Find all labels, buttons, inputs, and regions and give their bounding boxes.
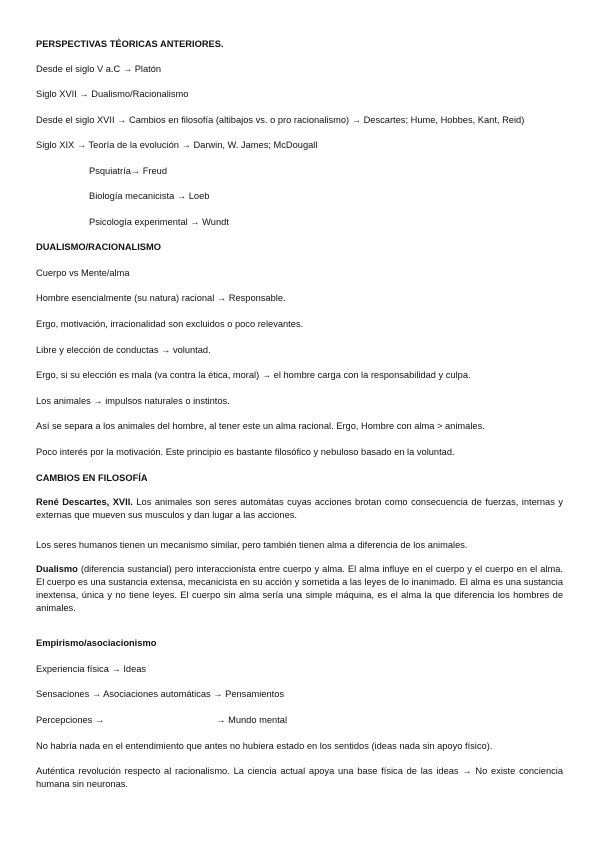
paragraph-entendimiento: No habría nada en el entendimiento que antes no hubiera estado en los sentidos (ideas nada sin apoyo físico). [36, 741, 493, 751]
percepciones-right: → Mundo mental [216, 715, 288, 725]
dualismo-line-1: Cuerpo vs Mente/alma [36, 268, 130, 278]
dualismo-line-8: Poco interés por la motivación. Este principio es bastante filosófico y nebuloso basado en la voluntad. [36, 447, 455, 457]
dualismo-line-2: Hombre esencialmente (su natura) racional → Responsable. [36, 293, 286, 303]
empirismo-line-3 [36, 714, 563, 727]
heading-empirismo: Empirismo/asociacionismo [36, 638, 157, 648]
descartes-name: René Descartes, XVII. [36, 497, 133, 507]
empirismo-line-2: Sensaciones → Asociaciones automáticas → Pensamientos [36, 689, 285, 699]
heading-cambios-filosofia: CAMBIOS EN FILOSOFÍA [36, 473, 148, 483]
subitem-biologia: Biología mecanicista → Loeb [89, 191, 210, 201]
empirismo-line-1: Experiencia física → Ideas [36, 664, 147, 674]
dualismo-line-6: Los animales → impulsos naturales o instintos. [36, 396, 230, 406]
heading-dualismo: DUALISMO/RACIONALISMO [36, 242, 161, 252]
line-siglo-v: Desde el siglo V a.C → Platón [36, 64, 162, 74]
paragraph-dualismo [36, 563, 563, 615]
dualismo-line-5: Ergo, si su elección es mala (va contra la ética, moral) → el hombre carga con la responsabilidad y culpa. [36, 370, 471, 380]
descartes-text: Los animales son seres automátas cuyas acciones brotan como consecuencia de fuerzas, internas y externas que mueven sus musculos y dan lugar a las acciones. [36, 497, 563, 520]
heading-perspectivas: PERSPECTIVAS TÉORICAS ANTERIORES. [36, 39, 224, 49]
line-siglo-xix: Siglo XIX → Teoría de la evolución → Darwin, W. James; McDougall [36, 140, 318, 150]
dualismo-line-4: Libre y elección de conductas → voluntad. [36, 345, 211, 355]
paragraph-humanos: Los seres humanos tienen un mecanismo similar, pero también tienen alma a diferencia de los animales. [36, 540, 468, 550]
dualismo-line-3: Ergo, motivación, irracionalidad son excluidos o poco relevantes. [36, 319, 304, 329]
dualismo-definition: (diferencia sustancial) pero interaccionista entre cuerpo y alma. El alma influye en el cuerpo y el cuerpo en el alma. El cuerpo es una sustancia extensa, mecanicista en su acción y sometida a las leyes de lo inanimado. El alma es una sustancia inextensa, única y no tiene leyes. El cuerpo sin alma sería una simple máquina, es el alma la que diferencia los hombres de animales. [36, 564, 563, 613]
dualismo-term: Dualismo [36, 564, 78, 574]
line-desde-siglo-xvii: Desde el siglo XVII → Cambios en filosofía (altibajos vs. o pro racionalismo) → Descartes; Hume, Hobbes, Kant, Reid) [36, 115, 525, 125]
percepciones-left: Percepciones → [36, 715, 105, 725]
dualismo-line-7: Así se separa a los animales del hombre, al tener este un alma racional. Ergo, Hombre con alma > animales. [36, 421, 485, 431]
subitem-psicologia: Psicología experimental → Wundt [89, 217, 229, 227]
subitem-psiquiatria: Psquiatría→ Freud [89, 166, 168, 176]
line-siglo-xvii: Siglo XVII → Dualismo/Racionalismo [36, 89, 189, 99]
paragraph-descartes [36, 496, 563, 522]
paragraph-revolucion: Auténtica revolución respecto al racionalismo. La ciencia actual apoya una base física de las ideas → No existe conciencia humana sin neuronas. [36, 766, 563, 789]
